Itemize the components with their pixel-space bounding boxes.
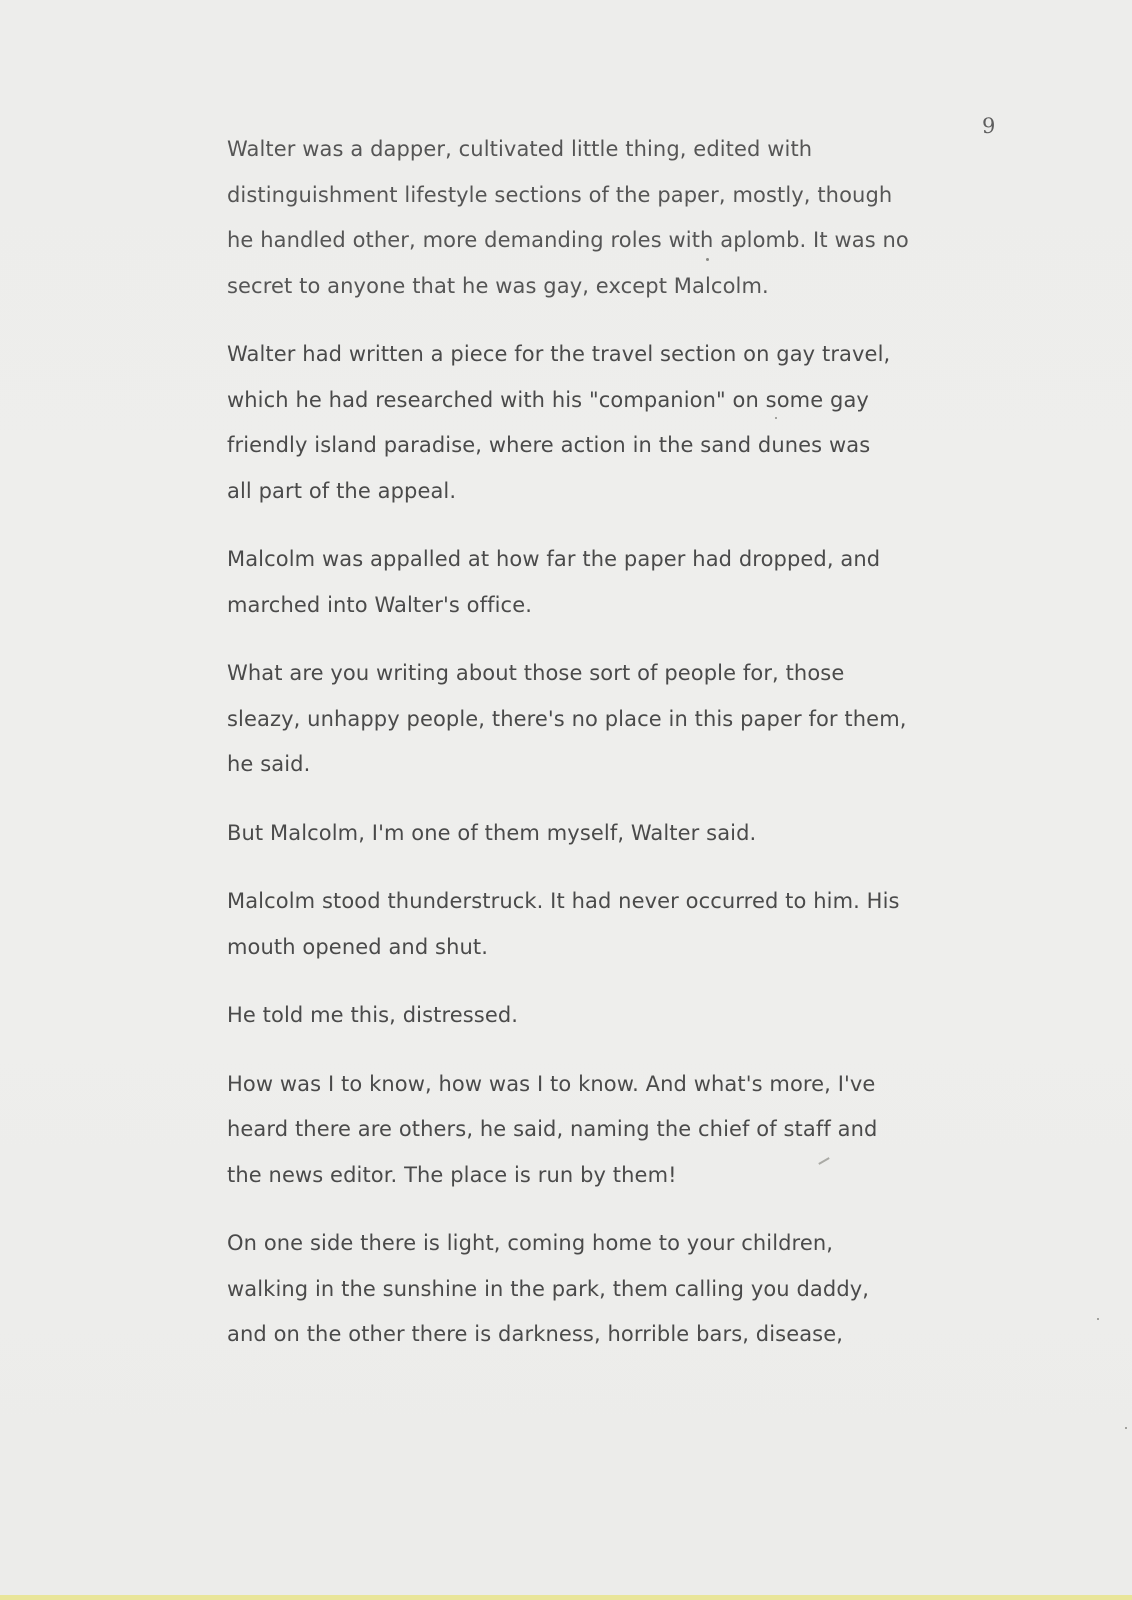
text-line: he handled other, more demanding roles with aplomb. It was no (227, 228, 909, 252)
paragraph (227, 127, 1027, 309)
text-line: He told me this, distressed. (227, 1003, 519, 1027)
paper-speck (1125, 1427, 1127, 1429)
paragraph (227, 651, 1027, 788)
paragraph (227, 537, 1027, 628)
paragraph (227, 879, 1027, 970)
paper-speck (706, 258, 709, 261)
body-text (227, 127, 1027, 1381)
text-line: walking in the sunshine in the park, them calling you daddy, (227, 1276, 870, 1301)
text-line: friendly island paradise, where action in the sand dunes was (227, 433, 871, 457)
paragraph (227, 332, 1027, 514)
text-line: distinguishment lifestyle sections of the paper, mostly, though (227, 182, 893, 207)
text-line: secret to anyone that he was gay, except Malcolm. (227, 273, 769, 298)
paragraph (227, 1221, 1027, 1358)
paper-speck (775, 417, 777, 419)
text-line: Malcolm stood thunderstruck. It had never occurred to him. His (227, 889, 900, 913)
text-line: Malcolm was appalled at how far the paper had dropped, and (227, 547, 881, 571)
paragraph (227, 811, 1027, 857)
text-line: Walter was a dapper, cultivated little thing, edited with (227, 137, 813, 161)
text-line: On one side there is light, coming home to your children, (227, 1231, 834, 1255)
paragraph (227, 1062, 1027, 1199)
text-line: mouth opened and shut. (227, 934, 489, 959)
text-line: marched into Walter's office. (227, 592, 532, 617)
text-line: How was I to know, how was I to know. And what's more, I've (227, 1071, 876, 1096)
text-line: What are you writing about those sort of people for, those (227, 661, 845, 685)
text-line: which he had researched with his "companion" on some gay (227, 387, 869, 412)
text-line: he said. (227, 752, 311, 776)
text-line: Walter had written a piece for the travel section on gay travel, (227, 342, 891, 366)
page-number: 9 (982, 114, 996, 138)
text-line: and on the other there is darkness, horrible bars, disease, (227, 1322, 844, 1346)
text-line: all part of the appeal. (227, 478, 457, 503)
paragraph (227, 993, 1027, 1039)
text-line: But Malcolm, I'm one of them myself, Walter said. (227, 820, 757, 845)
text-line: heard there are others, he said, naming the chief of staff and (227, 1117, 878, 1141)
text-line: sleazy, unhappy people, there's no place in this paper for them, (227, 706, 907, 731)
text-line: the news editor. The place is run by them! (227, 1162, 677, 1187)
paper-speck (1097, 1318, 1099, 1320)
